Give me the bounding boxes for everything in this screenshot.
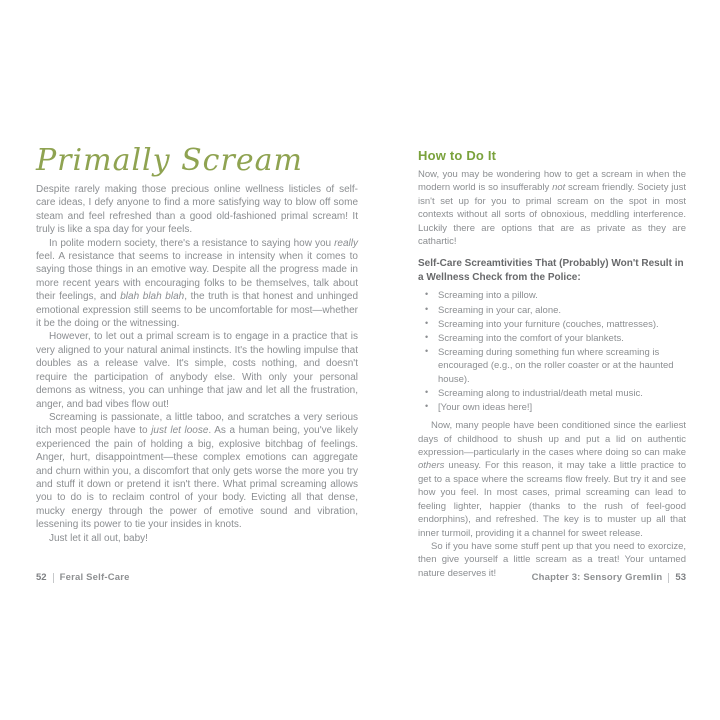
list-item xyxy=(418,289,686,302)
bullet-icon xyxy=(425,288,428,301)
list-item-text: Screaming along to industrial/death metal music. xyxy=(438,387,643,399)
bullet-icon xyxy=(425,345,428,358)
bullet-icon xyxy=(425,400,428,413)
paragraph: In polite modern society, there's a resistance to saying how you really feel. A resistance that seems to increase in intensity when it comes to saying those things in an emotive way. Despite all the progress made in more recent years with encouraging folks to be themselves, talk about their feelings, and blah blah blah, the truth is that honest and unhinged emotional expression still seems to be uncomfortable for most—whether it be the doing or the witnessing. xyxy=(36,237,359,330)
paragraph: Now, you may be wondering how to get a scream in when the modern world is so insufferably not scream friendly. Society just isn't set up for you to primal scream on the spot in most contexts without all sorts of obnoxious, meddling interference. Luckily there are options that are as private as they are cathartic! xyxy=(418,169,686,248)
list-item-text: [Your own ideas here!] xyxy=(438,402,533,414)
page-number: 52 xyxy=(36,572,47,583)
list-item xyxy=(418,401,686,414)
paragraph: So if you have some stuff pent up that you need to exorcize, then give yourself a little scream as a treat! Your untamed nature deserves it! xyxy=(418,540,686,579)
list-item-text: Screaming into the comfort of your blankets. xyxy=(438,333,624,345)
right-footer xyxy=(532,572,686,583)
paragraph: Now, many people have been conditioned since the earliest days of childhood to shush up and put a lid on authentic expression—particularly in the cases where doing so can make others uneasy. For this reason, it may take a little practice to get to a space where the screams flow freely. But try it and see how you feel. In most cases, primal screaming can lead to feeling lighter, happier (thanks to the rush of feel-good endorphins), and refreshed. The key is to muster up all that inner turmoil, providing it a channel for sweet release. xyxy=(418,420,686,539)
screamtivities-list xyxy=(418,289,686,414)
list-item-text: Screaming in your car, alone. xyxy=(438,304,562,316)
list-item xyxy=(418,332,686,345)
bullet-icon xyxy=(425,386,428,399)
entry-title: Primally Scream xyxy=(36,143,303,178)
left-footer xyxy=(36,572,130,583)
paragraph: Just let it all out, baby! xyxy=(49,532,148,544)
page-number: 53 xyxy=(675,572,686,583)
bullet-icon xyxy=(425,303,428,316)
bullet-icon xyxy=(425,331,428,344)
page-left xyxy=(36,145,358,545)
list-item-text: Screaming during something fun where screaming is encouraged (e.g., on the roller coaster or at the haunted house). xyxy=(438,347,674,385)
paragraph: Despite rarely making those precious online wellness listicles of self-care ideas, I defy anyone to find a more satisfying way to blow off some steam and feel refreshed than a good old-fashioned primal scream! It truly is like a spa day for your feels. xyxy=(36,184,358,236)
book-title: Feral Self-Care xyxy=(59,572,130,583)
list-item xyxy=(418,346,686,386)
paragraph: Screaming is passionate, a little taboo, and scratches a very serious itch most people have to just let loose. As a human being, you've likely experienced the pain of holding a big, explosive bitchbag of feelings. Anger, hurt, disappointment—these complex emotions can aggregate and churn within you, a discomfort that only gets worse the more you try and stuff it down or pretend it isn't there. What primal screaming allows you to do is to reclaim control of your body. Evicting all that dense, mucky energy through the power of emotive sound and vibration, lessening its power to tie your insides in knots. xyxy=(36,411,358,531)
paragraph: However, to let out a primal scream is to engage in a practice that is very aligned to your natural animal instincts. It's the howling impulse that doubles as a release valve. It's simple, costs nothing, and doesn't require the participation of anybody else. With only your personal demons as witness, you can unhinge that jaw and let all the frustration, anger, and bad vibes flow out! xyxy=(36,331,358,410)
footer-divider xyxy=(668,573,669,583)
list-item xyxy=(418,318,686,331)
list-item xyxy=(418,304,686,317)
footer-divider xyxy=(53,573,54,583)
page-right xyxy=(418,148,686,580)
list-item xyxy=(418,387,686,400)
chapter-label: Chapter 3: Sensory Gremlin xyxy=(531,572,663,583)
list-item-text: Screaming into a pillow. xyxy=(438,290,538,302)
list-item-text: Screaming into your furniture (couches, mattresses). xyxy=(438,318,659,330)
section-heading: How to Do It xyxy=(418,148,497,163)
list-subhead: Self-Care Screamtivities That (Probably) Won't Result in a Wellness Check from the Police: xyxy=(418,258,684,283)
bullet-icon xyxy=(425,317,428,330)
